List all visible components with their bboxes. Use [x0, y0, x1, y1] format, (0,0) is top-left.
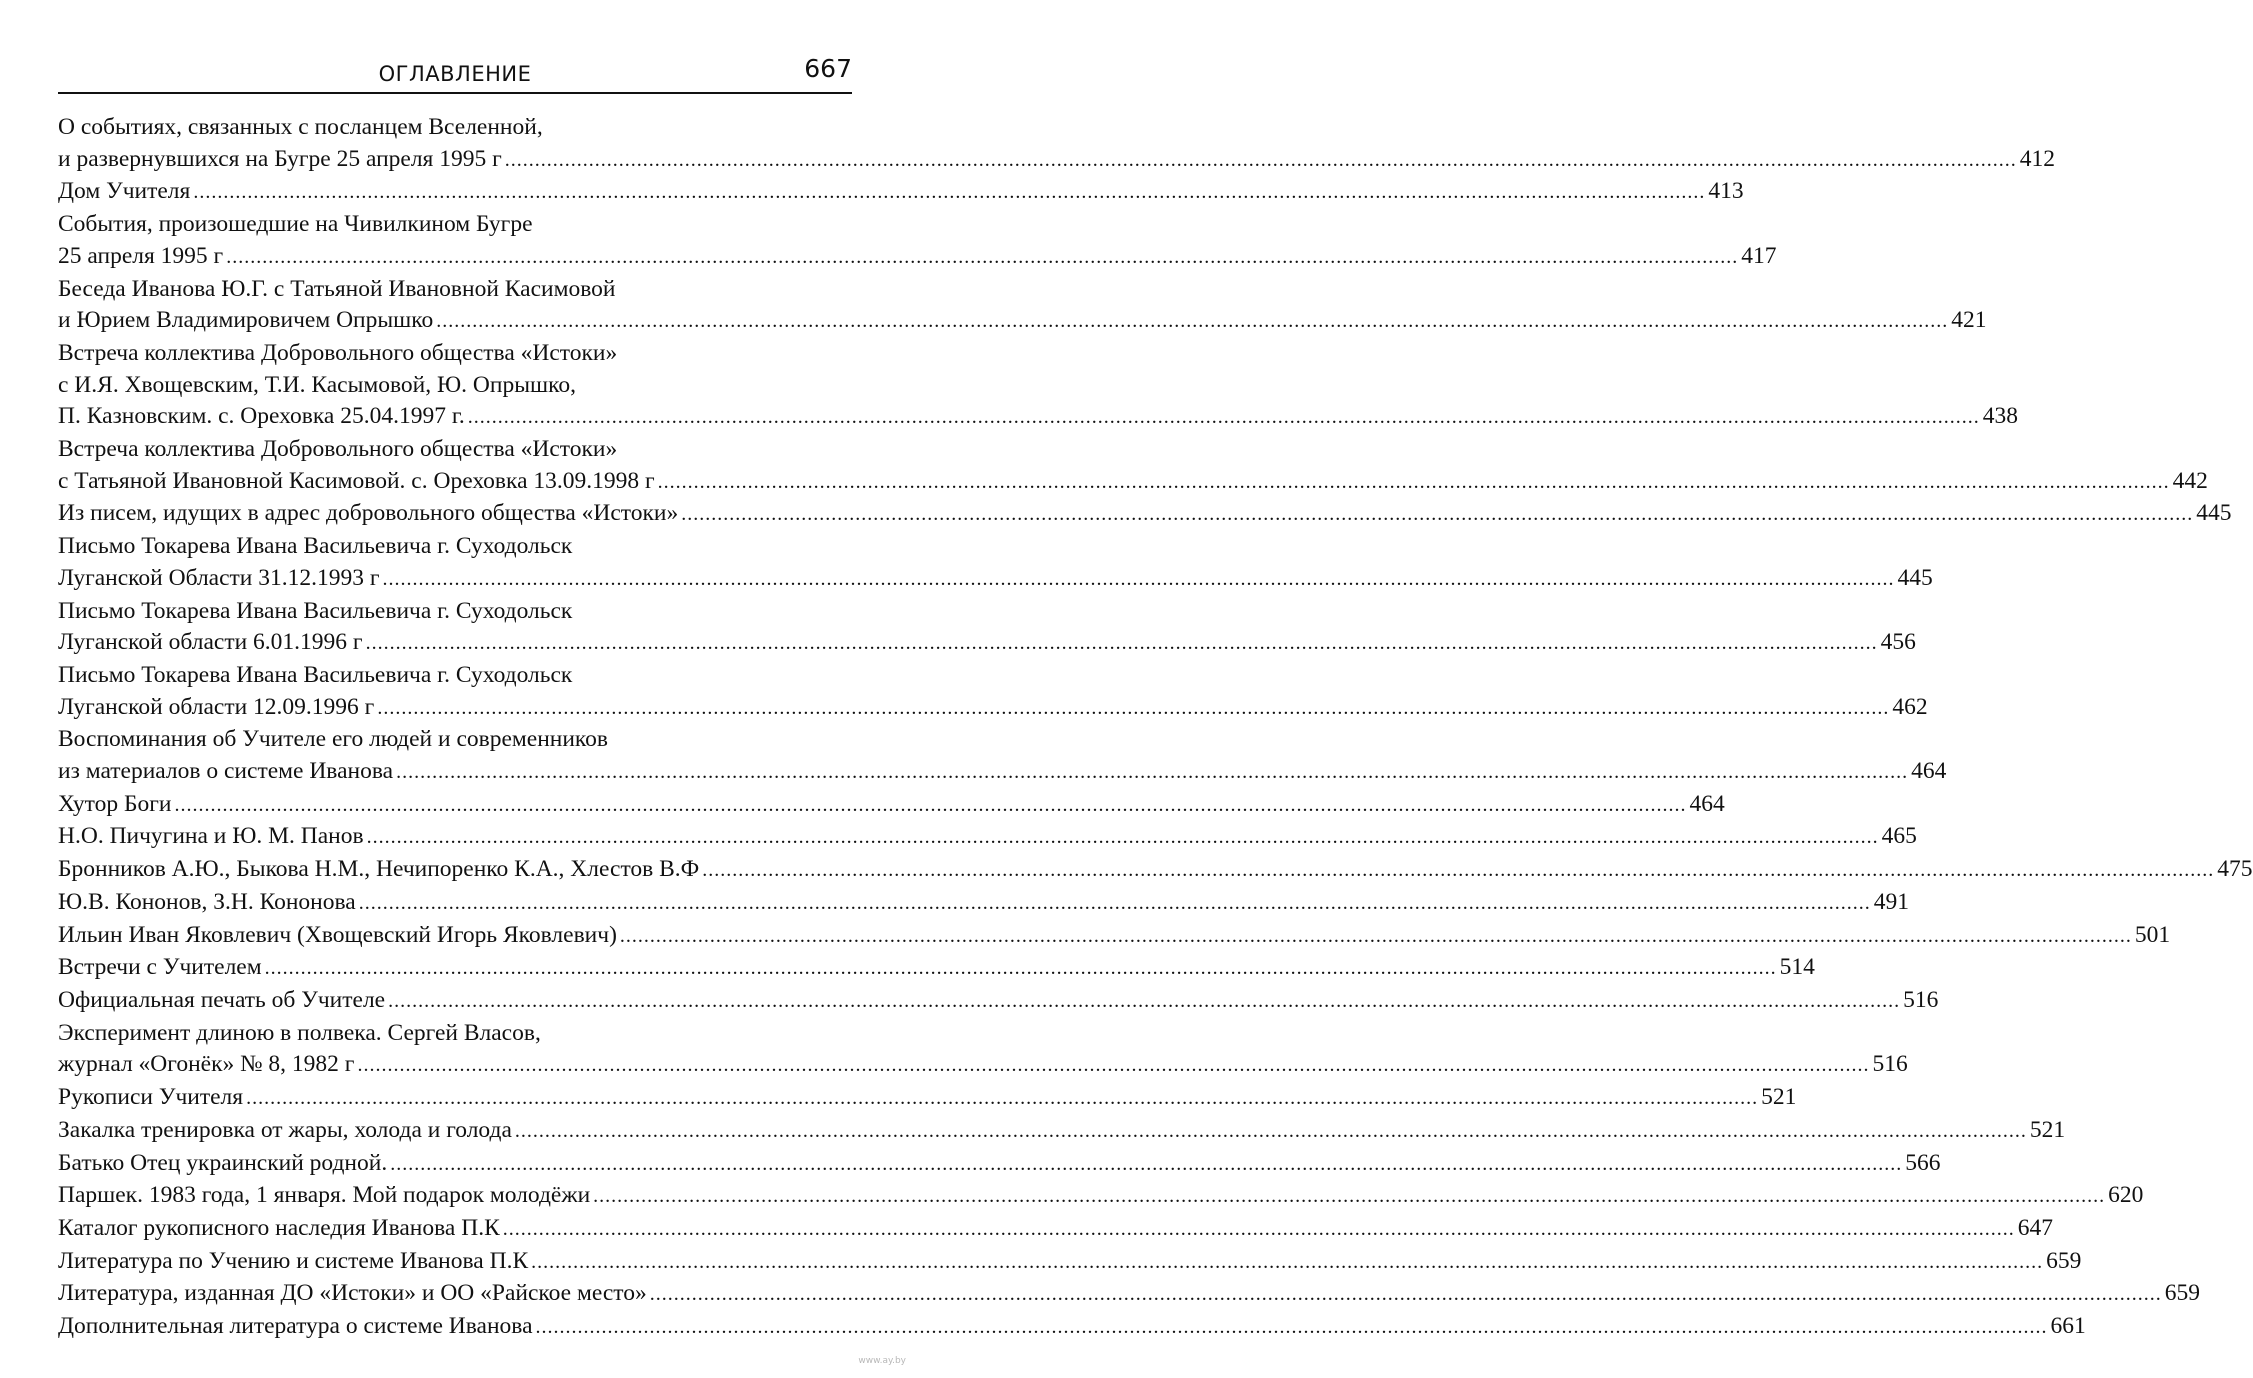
- toc-entry-page-number: 456: [1880, 629, 1916, 656]
- toc-entry-last-line: [58, 692, 1928, 725]
- toc-entry: [58, 1115, 2066, 1148]
- toc-entry-last-line: [58, 144, 2055, 177]
- toc-entry: [58, 1082, 1797, 1115]
- dot-leader: [226, 242, 1738, 274]
- dot-leader: [246, 1083, 1758, 1115]
- toc-entry-page-number: 442: [2172, 467, 2208, 494]
- toc-entry: [58, 338, 2018, 434]
- dot-leader: [359, 888, 1871, 920]
- toc-entry-title: Из писем, идущих в адрес добровольного общества «Истоки»: [58, 500, 679, 527]
- toc-entry-page-number: 464: [1689, 790, 1725, 817]
- toc-entry: [58, 531, 1933, 595]
- toc-entry-title: Луганской области 12.09.1996 г: [58, 693, 375, 720]
- toc-entry-title: и Юрием Владимировичем Опрышко: [58, 307, 434, 334]
- toc-entry: [58, 1148, 1941, 1181]
- toc-entry-title: Паршек. 1983 года, 1 января. Мой подарок молодёжи: [58, 1182, 591, 1209]
- toc-entry-title-line: с И.Я. Хвощевским, Т.И. Касымовой, Ю. Опрышко,: [58, 371, 576, 398]
- toc-entry: [58, 985, 1939, 1018]
- dot-leader: [436, 306, 1948, 338]
- dot-leader: [658, 467, 2170, 499]
- toc-entry-last-line: [58, 1115, 2066, 1148]
- page-number: 667: [804, 54, 852, 83]
- toc-entry-last-line: [58, 854, 2253, 887]
- toc-entry-title: и развернувшихся на Бугре 25 апреля 1995 г: [58, 145, 502, 172]
- watermark: www.ay.by: [858, 1356, 906, 1366]
- dot-leader: [620, 921, 2132, 953]
- toc-entry-last-line: [58, 627, 1916, 660]
- toc-entry-title-line: Воспоминания об Учителе его людей и современников: [58, 726, 609, 753]
- toc-entry-title: Хутор Боги: [58, 790, 172, 817]
- dot-leader: [515, 1116, 2027, 1148]
- toc-entry: [58, 887, 1909, 920]
- toc-entry: [58, 274, 1987, 338]
- toc-entry-last-line: [58, 756, 1947, 789]
- toc-entry-title: Луганской области 6.01.1996 г: [58, 629, 363, 656]
- table-of-contents: [58, 112, 2253, 1344]
- toc-entry-last-line: [58, 563, 1933, 596]
- toc-entry: [58, 724, 1947, 788]
- toc-entry-page-number: 417: [1741, 242, 1777, 269]
- dot-leader: [367, 822, 1879, 854]
- toc-entry-page-number: 445: [2196, 500, 2232, 527]
- toc-entry-page-number: 647: [2017, 1214, 2053, 1241]
- toc-entry-page-number: 659: [2164, 1280, 2200, 1307]
- toc-entry-last-line: [58, 305, 1987, 338]
- toc-entry-page-number: 661: [2050, 1313, 2086, 1340]
- toc-entry-last-line: [58, 466, 2208, 499]
- toc-entry-title-line: Письмо Токарева Ивана Васильевича г. Суходольск: [58, 597, 573, 624]
- toc-entry-last-line: [58, 1311, 2086, 1344]
- toc-entry-page-number: 514: [1779, 954, 1815, 981]
- toc-entry-title: Дом Учителя: [58, 178, 191, 205]
- toc-entry-title: Н.О. Пичугина и Ю. М. Панов: [58, 823, 364, 850]
- toc-entry-title: журнал «Огонёк» № 8, 1982 г: [58, 1051, 355, 1078]
- page-title: ОГЛАВЛЕНИЕ: [378, 62, 532, 86]
- toc-entry-title: из материалов о системе Иванова: [58, 758, 394, 785]
- toc-entry-page-number: 620: [2108, 1182, 2144, 1209]
- toc-entry-last-line: [58, 241, 1777, 274]
- toc-entry-title: Официальная печать об Учителе: [58, 986, 386, 1013]
- toc-entry: [58, 1213, 2053, 1246]
- toc-entry-page-number: 413: [1708, 178, 1744, 205]
- dot-leader: [383, 564, 1895, 596]
- toc-entry: [58, 1311, 2086, 1344]
- toc-entry: [58, 660, 1928, 724]
- toc-entry-title: Встречи с Учителем: [58, 954, 262, 981]
- toc-entry-last-line: [58, 821, 1917, 854]
- dot-leader: [396, 757, 1908, 789]
- toc-entry: [58, 1018, 1908, 1082]
- toc-entry-last-line: [58, 498, 2232, 531]
- toc-entry-last-line: [58, 1180, 2144, 1213]
- toc-entry-page-number: 521: [2029, 1116, 2066, 1143]
- toc-entry-title-line: Встреча коллектива Добровольного общества «Истоки»: [58, 339, 618, 366]
- toc-entry-title-line: Эксперимент длиною в полвека. Сергей Власов,: [58, 1019, 541, 1046]
- toc-entry-title: Батько Отец украинский родной.: [58, 1149, 388, 1176]
- toc-entry-title: 25 апреля 1995 г: [58, 242, 224, 269]
- toc-entry-title: Каталог рукописного наследия Иванова П.К: [58, 1214, 500, 1241]
- toc-entry: [58, 1278, 2200, 1311]
- toc-entry-last-line: [58, 1213, 2053, 1246]
- dot-leader: [468, 402, 1980, 434]
- toc-entry-last-line: [58, 1148, 1941, 1181]
- toc-entry-last-line: [58, 401, 2018, 434]
- toc-entry-last-line: [58, 1049, 1908, 1082]
- toc-entry: [58, 854, 2253, 887]
- toc-entry-page-number: 516: [1903, 986, 1939, 1013]
- dot-leader: [174, 790, 1686, 822]
- toc-entry: [58, 789, 1725, 822]
- toc-entry: [58, 1246, 2082, 1279]
- dot-leader: [702, 855, 2214, 887]
- toc-entry-title: Бронников А.Ю., Быкова Н.М., Нечипоренко К.А., Хлестов В.Ф: [58, 856, 700, 883]
- dot-leader: [593, 1181, 2105, 1213]
- dot-leader: [536, 1312, 2048, 1344]
- dot-leader: [650, 1279, 2162, 1311]
- toc-entry-last-line: [58, 985, 1939, 1018]
- toc-entry-title-line: О событиях, связанных с посланцем Вселенной,: [58, 114, 543, 140]
- toc-entry-page-number: 566: [1905, 1149, 1941, 1176]
- toc-entry-title: Литература, изданная ДО «Истоки» и ОО «Райское место»: [58, 1280, 647, 1307]
- dot-leader: [193, 177, 1705, 209]
- toc-entry-title: Ильин Иван Яковлевич (Хвощевский Игорь Яковлевич): [58, 921, 617, 948]
- toc-entry-title: Дополнительная литература о системе Иванова: [58, 1313, 533, 1340]
- dot-leader: [377, 693, 1889, 725]
- dot-leader: [388, 986, 1900, 1018]
- dot-leader: [366, 628, 1878, 660]
- toc-entry-title: Закалка тренировка от жары, холода и голода: [58, 1116, 512, 1143]
- toc-entry-page-number: 491: [1873, 888, 1909, 915]
- toc-entry: [58, 176, 1744, 209]
- dot-leader: [357, 1050, 1869, 1082]
- dot-leader: [503, 1214, 2015, 1246]
- toc-entry-title: Литература по Учению и системе Иванова П.К: [58, 1247, 529, 1274]
- toc-entry-title: Рукописи Учителя: [58, 1084, 244, 1111]
- toc-entry: [58, 596, 1916, 660]
- toc-entry: [58, 1180, 2144, 1213]
- toc-entry-title-line: Письмо Токарева Ивана Васильевича г. Суходольск: [58, 661, 573, 688]
- toc-entry-title-line: Встреча коллектива Добровольного общества «Истоки»: [58, 436, 618, 463]
- toc-entry-page-number: 501: [2134, 921, 2171, 948]
- page-header: [58, 52, 852, 94]
- toc-entry-page-number: 421: [1951, 307, 1987, 334]
- toc-entry-page-number: 516: [1872, 1051, 1908, 1078]
- toc-entry-last-line: [58, 920, 2171, 953]
- toc-entry-last-line: [58, 1082, 1797, 1115]
- toc-entry-title: Луганской Области 31.12.1993 г: [58, 564, 380, 591]
- toc-entry-page-number: 445: [1897, 564, 1933, 591]
- toc-entry-page-number: 464: [1911, 758, 1947, 785]
- toc-entry-title-line: События, произошедшие на Чивилкином Бугре: [58, 211, 533, 238]
- toc-entry-last-line: [58, 789, 1725, 822]
- toc-entry: [58, 821, 1917, 854]
- toc-entry: [58, 920, 2171, 953]
- toc-entry-last-line: [58, 1246, 2082, 1279]
- toc-entry-page-number: 475: [2217, 856, 2253, 883]
- toc-entry-last-line: [58, 887, 1909, 920]
- toc-entry: [58, 498, 2232, 531]
- toc-entry-page-number: 465: [1881, 823, 1917, 850]
- toc-entry-title-line: Беседа Иванова Ю.Г. с Татьяной Ивановной Касимовой: [58, 275, 616, 302]
- toc-entry-page-number: 521: [1761, 1084, 1797, 1111]
- dot-leader: [505, 145, 2017, 177]
- toc-entry-last-line: [58, 1278, 2200, 1311]
- toc-entry-page-number: 462: [1892, 693, 1928, 720]
- toc-entry: [58, 112, 2055, 176]
- toc-entry-title-line: Письмо Токарева Ивана Васильевича г. Суходольск: [58, 533, 573, 560]
- toc-entry-title: П. Казновским. с. Ореховка 25.04.1997 г.: [58, 403, 465, 430]
- dot-leader: [531, 1247, 2043, 1279]
- dot-leader: [265, 953, 1777, 985]
- toc-entry: [58, 434, 2208, 498]
- toc-entry-page-number: 659: [2046, 1247, 2082, 1274]
- toc-entry-title: Ю.В. Кононов, З.Н. Кононова: [58, 888, 356, 915]
- toc-entry-last-line: [58, 176, 1744, 209]
- toc-entry-page-number: 438: [1982, 403, 2018, 430]
- toc-entry: [58, 952, 1815, 985]
- toc-entry-last-line: [58, 952, 1815, 985]
- toc-entry: [58, 209, 1777, 273]
- dot-leader: [390, 1149, 1902, 1181]
- dot-leader: [681, 499, 2193, 531]
- toc-entry-title: с Татьяной Ивановной Касимовой. с. Ореховка 13.09.1998 г: [58, 467, 655, 494]
- toc-entry-page-number: 412: [2019, 145, 2055, 172]
